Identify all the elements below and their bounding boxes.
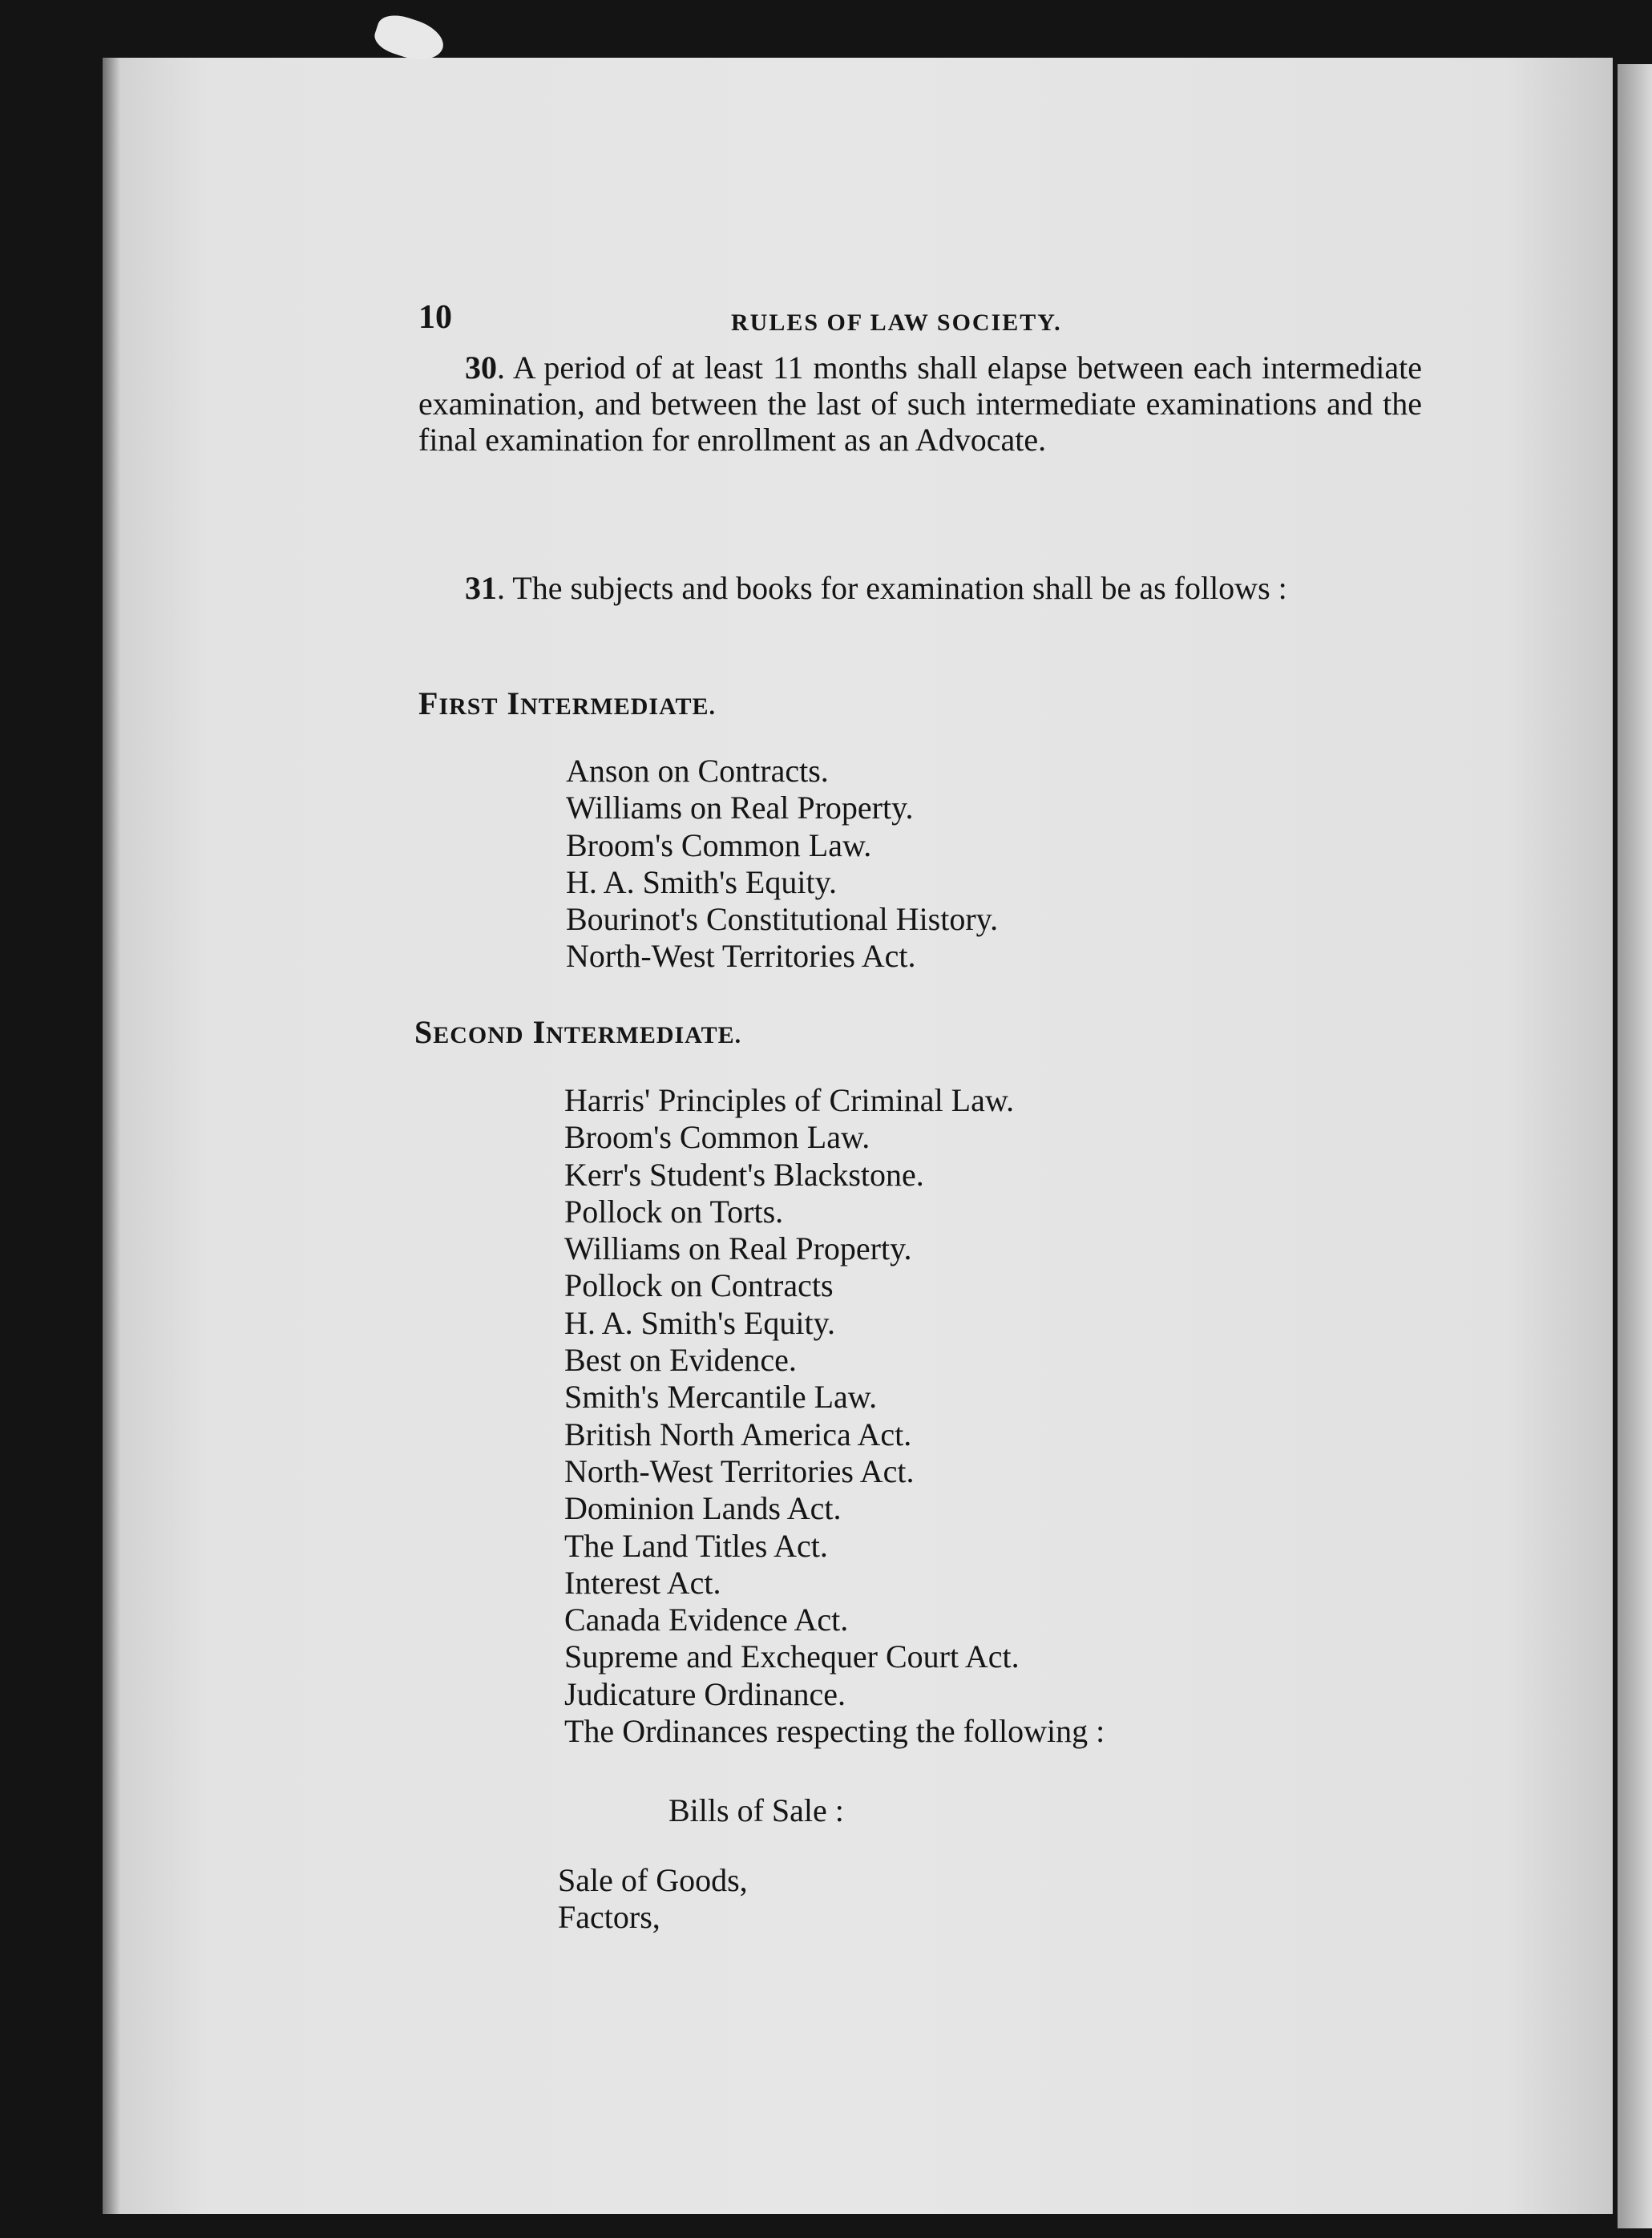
list-item: Broom's Common Law.: [564, 1119, 870, 1156]
rule-31: 31. The subjects and books for examination shall be as follows :: [465, 570, 1287, 606]
list-item: Supreme and Exchequer Court Act.: [564, 1638, 1020, 1675]
page-binding-shadow: [103, 58, 120, 2214]
list-item: Anson on Contracts.: [566, 753, 829, 789]
second-intermediate-books: [564, 1082, 1105, 1750]
first-intermediate-heading: FIRST INTERMEDIATE.: [418, 685, 717, 721]
list-item: Factors,: [558, 1899, 660, 1936]
ordinances-subheading: Bills of Sale :: [668, 1792, 844, 1828]
list-item: Pollock on Torts.: [564, 1193, 784, 1230]
list-item: Broom's Common Law.: [566, 826, 872, 863]
list-item: Smith's Mercantile Law.: [564, 1379, 878, 1416]
list-item: Williams on Real Property.: [566, 790, 914, 826]
ordinances-list: [558, 1862, 748, 1937]
list-item: North-West Territories Act.: [564, 1452, 915, 1489]
list-item: The Ordinances respecting the following :: [564, 1713, 1105, 1750]
list-item: Judicature Ordinance.: [564, 1675, 846, 1712]
list-item: Harris' Principles of Criminal Law.: [564, 1082, 1015, 1118]
first-intermediate-books: [566, 753, 998, 976]
list-item: Pollock on Contracts: [564, 1267, 834, 1304]
list-item: Best on Evidence.: [564, 1342, 797, 1379]
list-item: Bourinot's Constitutional History.: [566, 901, 999, 938]
list-item: Kerr's Student's Blackstone.: [564, 1156, 924, 1193]
rule-31-text: The subjects and books for examination shall be as follows :: [512, 570, 1287, 606]
page-number: 10: [418, 299, 452, 336]
list-item: Sale of Goods,: [558, 1862, 748, 1898]
list-item: North-West Territories Act.: [566, 938, 916, 975]
adjacent-page-sliver: [1618, 64, 1652, 2228]
list-item: Interest Act.: [564, 1564, 721, 1601]
list-item: British North America Act.: [564, 1416, 912, 1452]
list-item: H. A. Smith's Equity.: [564, 1304, 835, 1341]
running-title: RULES OF LAW SOCIETY.: [731, 309, 1062, 336]
second-intermediate-heading: SECOND INTERMEDIATE.: [414, 1014, 742, 1050]
rule-30-number: 30: [465, 349, 497, 386]
list-item: Williams on Real Property.: [564, 1230, 912, 1267]
running-header: [418, 298, 1420, 354]
rule-30-text: A period of at least 11 months shall elapse between each intermediate examination, and between the last of such intermediate examinations and the final examination for enrollment as an Advocate.: [418, 349, 1422, 458]
rule-30: 30. A period of at least 11 months shall elapse between each intermediate examination, and between the last of such intermediate examinations and the final examination for enrollment as an Advocate.: [418, 349, 1422, 458]
list-item: The Land Titles Act.: [564, 1527, 828, 1564]
list-item: H. A. Smith's Equity.: [566, 863, 837, 900]
list-item: Dominion Lands Act.: [564, 1490, 842, 1527]
list-item: Canada Evidence Act.: [564, 1602, 849, 1638]
adjacent-page-edge: [1613, 0, 1652, 2238]
rule-31-number: 31: [465, 570, 497, 606]
